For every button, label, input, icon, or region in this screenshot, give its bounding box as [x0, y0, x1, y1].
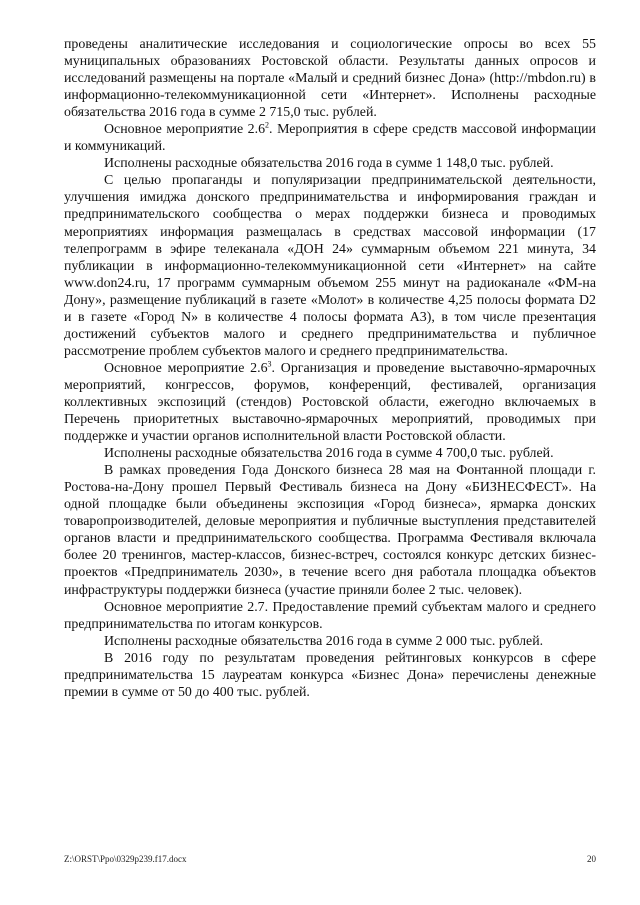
document-body [64, 36, 596, 701]
paragraph-business-festival: В рамках проведения Года Донского бизнеса 28 мая на Фонтанной площади г. Ростова-на-Дону прошел Первый Фестиваль бизнеса на Дону «БИЗНЕСФЕСТ». На одной площадке были объединены экспозиция «Город бизнеса», ярмарка донских товаропроизводителей, деловые мероприятия и публичные выступления представителей органов власти и предпринимательского сообщества. Программа Фестиваля включала более 20 тренингов, мастер-классов, бизнес-встреч, состоялся конкурс детских бизнес-проектов «Предприниматель 2030», в течение всего дня работала площадка объектов инфраструктуры поддержки бизнеса (участие приняли более 2 тыс. человек). [64, 463, 596, 598]
measure-title-rest: . Мероприятия в сфере средств массовой информации и коммуникаций. [64, 122, 596, 155]
paragraph-expenses-2000: Исполнены расходные обязательства 2016 года в сумме 2 000 тыс. рублей. [104, 633, 544, 649]
paragraph-contest-awards: В 2016 году по результатам проведения рейтинговых конкурсов в сфере предпринимательства 15 лауреатам конкурса «Бизнес Дона» перечислены денежные премии в сумме от 50 до 400 тыс. рублей. [64, 650, 596, 700]
measure-title-rest: . Организация и проведение выставочно-ярмарочных мероприятий, конгрессов, форумов, конференций, фестивалей, организация коллективных экспозиций (стендов) Ростовской области, ежегодно включаемых в Перечень приоритетных выставочно-ярмарочных мероприятий, проводимых при поддержке и участии органов исполнительной власти Ростовской области. [64, 360, 596, 445]
paragraph-research-results: проведены аналитические исследования и социологические опросы во всех 55 муниципальных образованиях Ростовской области. Результаты данных опросов и исследований размещены на портале «Малый и средний бизнес Дона» (http://mbdon.ru) в информационно-телекоммуникационной сети «Интернет». Исполнены расходные обязательства 2016 года в сумме 2 715,0 тыс. рублей. [64, 37, 596, 121]
paragraph-measure-2-6-2 [64, 121, 596, 155]
paragraph-expenses-1148: Исполнены расходные обязательства 2016 года в сумме 1 148,0 тыс. рублей. [104, 156, 554, 172]
paragraph-expenses-4700: Исполнены расходные обязательства 2016 года в сумме 4 700,0 тыс. рублей. [104, 446, 554, 462]
footnote-superscript: 2 [265, 120, 270, 130]
measure-title-text: Основное мероприятие 2.6 [104, 122, 266, 138]
measure-title-text: Основное мероприятие 2.6 [104, 360, 268, 376]
paragraph-media-promotion: С целью пропаганды и популяризации предпринимательской деятельности, улучшения имиджа донского предпринимательства и информирования граждан и предпринимательского сообщества о мерах поддержки бизнеса и проводимых мероприятиях информация размещалась в средствах массовой информации (17 телепрограмм в эфире телеканала «ДОН 24» суммарным объемом 221 минута, 34 публикации в информационно-телекоммуникационной сети «Интернет» на сайте www.don24.ru, 17 программ суммарным объемом 255 минут на радиоканале «ФМ-на Дону», размещение публикаций в газете «Молот» в количестве 4,25 полосы формата D2 и в газете «Город N» в количестве 4 полосы формата А3), в том числе презентация достижений субъектов малого и среднего предпринимательства и публичное рассмотрение проблем субъектов малого и среднего предпринимательства. [64, 173, 596, 359]
page-number: 20 [587, 854, 596, 864]
paragraph-measure-2-6-3 [64, 360, 596, 445]
footnote-superscript: 3 [267, 359, 272, 369]
footer-file-path: Z:\ORST\Ppo\0329p239.f17.docx [64, 854, 187, 864]
paragraph-measure-2-7: Основное мероприятие 2.7. Предоставление премий субъектам малого и среднего предпринимательства по итогам конкурсов. [64, 599, 596, 632]
